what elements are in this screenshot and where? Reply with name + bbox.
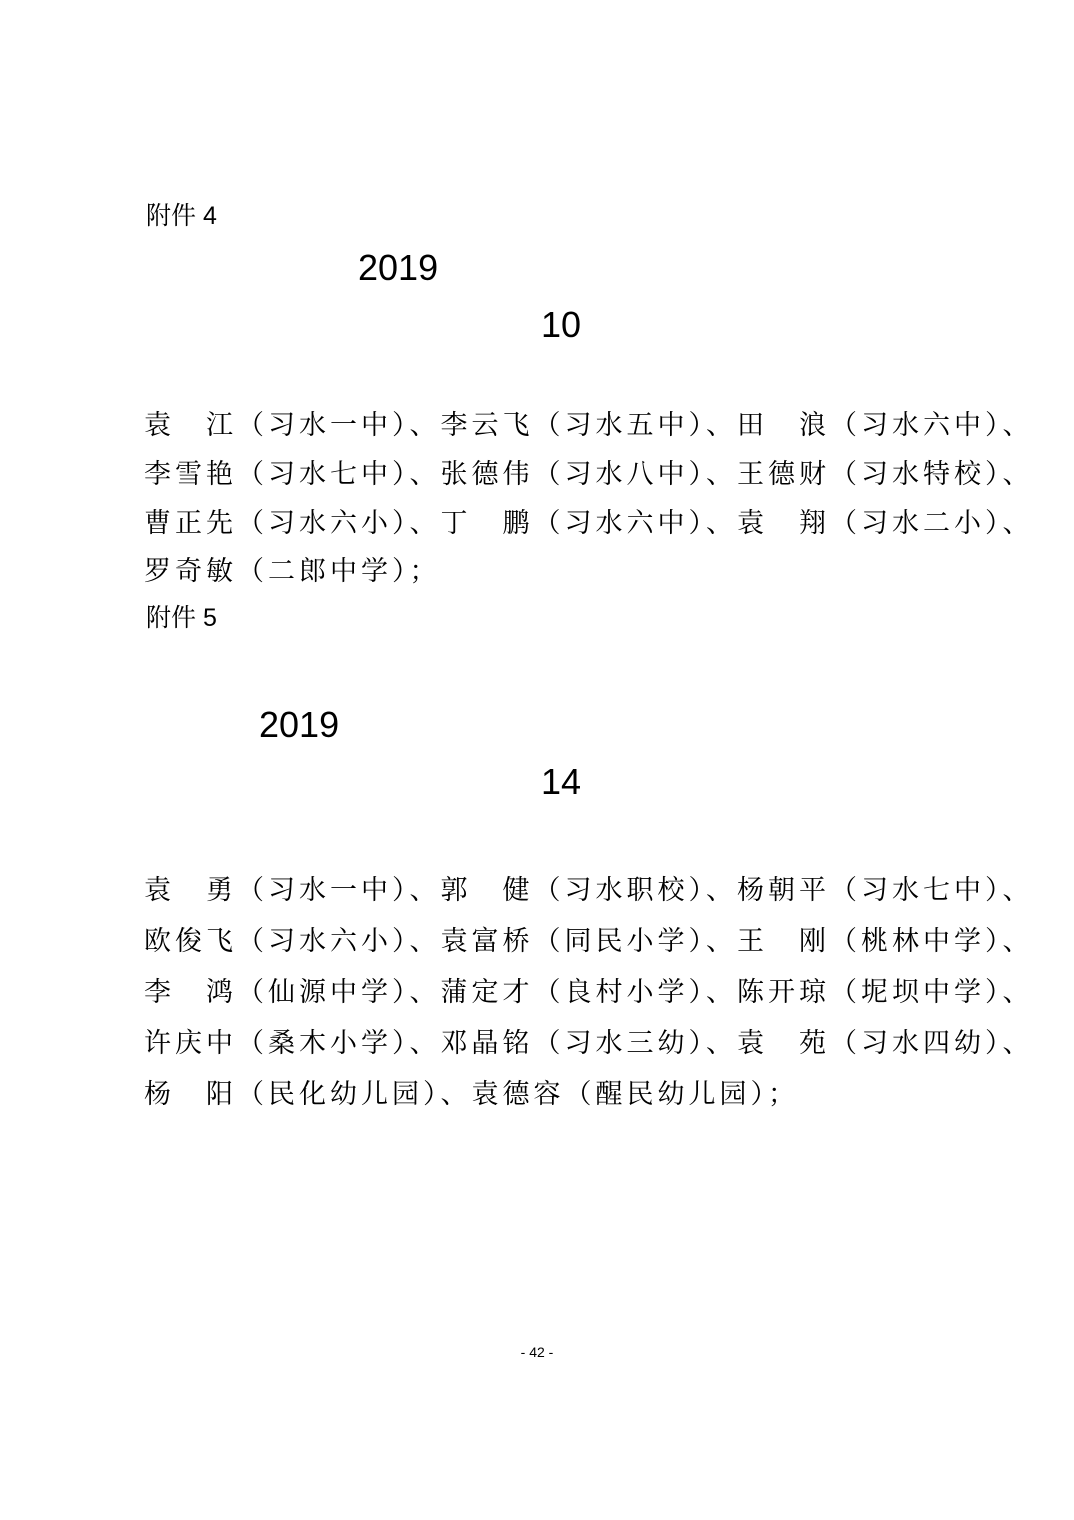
attachment-5-line-5: 杨 阳（民化幼儿园）、袁德容（醒民幼儿园）；	[144, 1079, 799, 1110]
attachment-5-line-1: 袁 勇（习水一中）、郭 健（习水职校）、杨朝平（习水七中）、	[144, 875, 1034, 906]
attachment-5-year: 2019	[259, 704, 340, 745]
attachment-4-line-2: 李雪艳（习水七中）、张德伟（习水八中）、王德财（习水特校）、	[144, 459, 1034, 490]
attachment-5-label: 附件 5	[146, 604, 217, 632]
attachment-4-line-3: 曹正先（习水六小）、丁 鹏（习水六中）、袁 翔（习水二小）、	[144, 508, 1034, 539]
attachment-5-line-4: 许庆中（桑木小学）、邓晶铭（习水三幼）、袁 苑（习水四幼）、	[144, 1028, 1034, 1059]
attachment-5-line-3: 李 鸿（仙源中学）、蒲定才（良村小学）、陈开琼（坭坝中学）、	[144, 977, 1034, 1008]
page-number: - 42 -	[520, 1344, 554, 1360]
attachment-4-line-4: 罗奇敏（二郎中学）；	[144, 556, 441, 587]
attachment-5-line-2: 欧俊飞（习水六小）、袁富桥（同民小学）、王 刚（桃林中学）、	[144, 926, 1034, 957]
attachment-5-count: 14	[541, 761, 582, 802]
attachment-4-count: 10	[541, 304, 582, 345]
attachment-4-label: 附件 4	[146, 202, 217, 230]
attachment-4-year: 2019	[358, 247, 439, 288]
attachment-4-line-1: 袁 江（习水一中）、李云飞（习水五中）、田 浪（习水六中）、	[144, 410, 1034, 441]
